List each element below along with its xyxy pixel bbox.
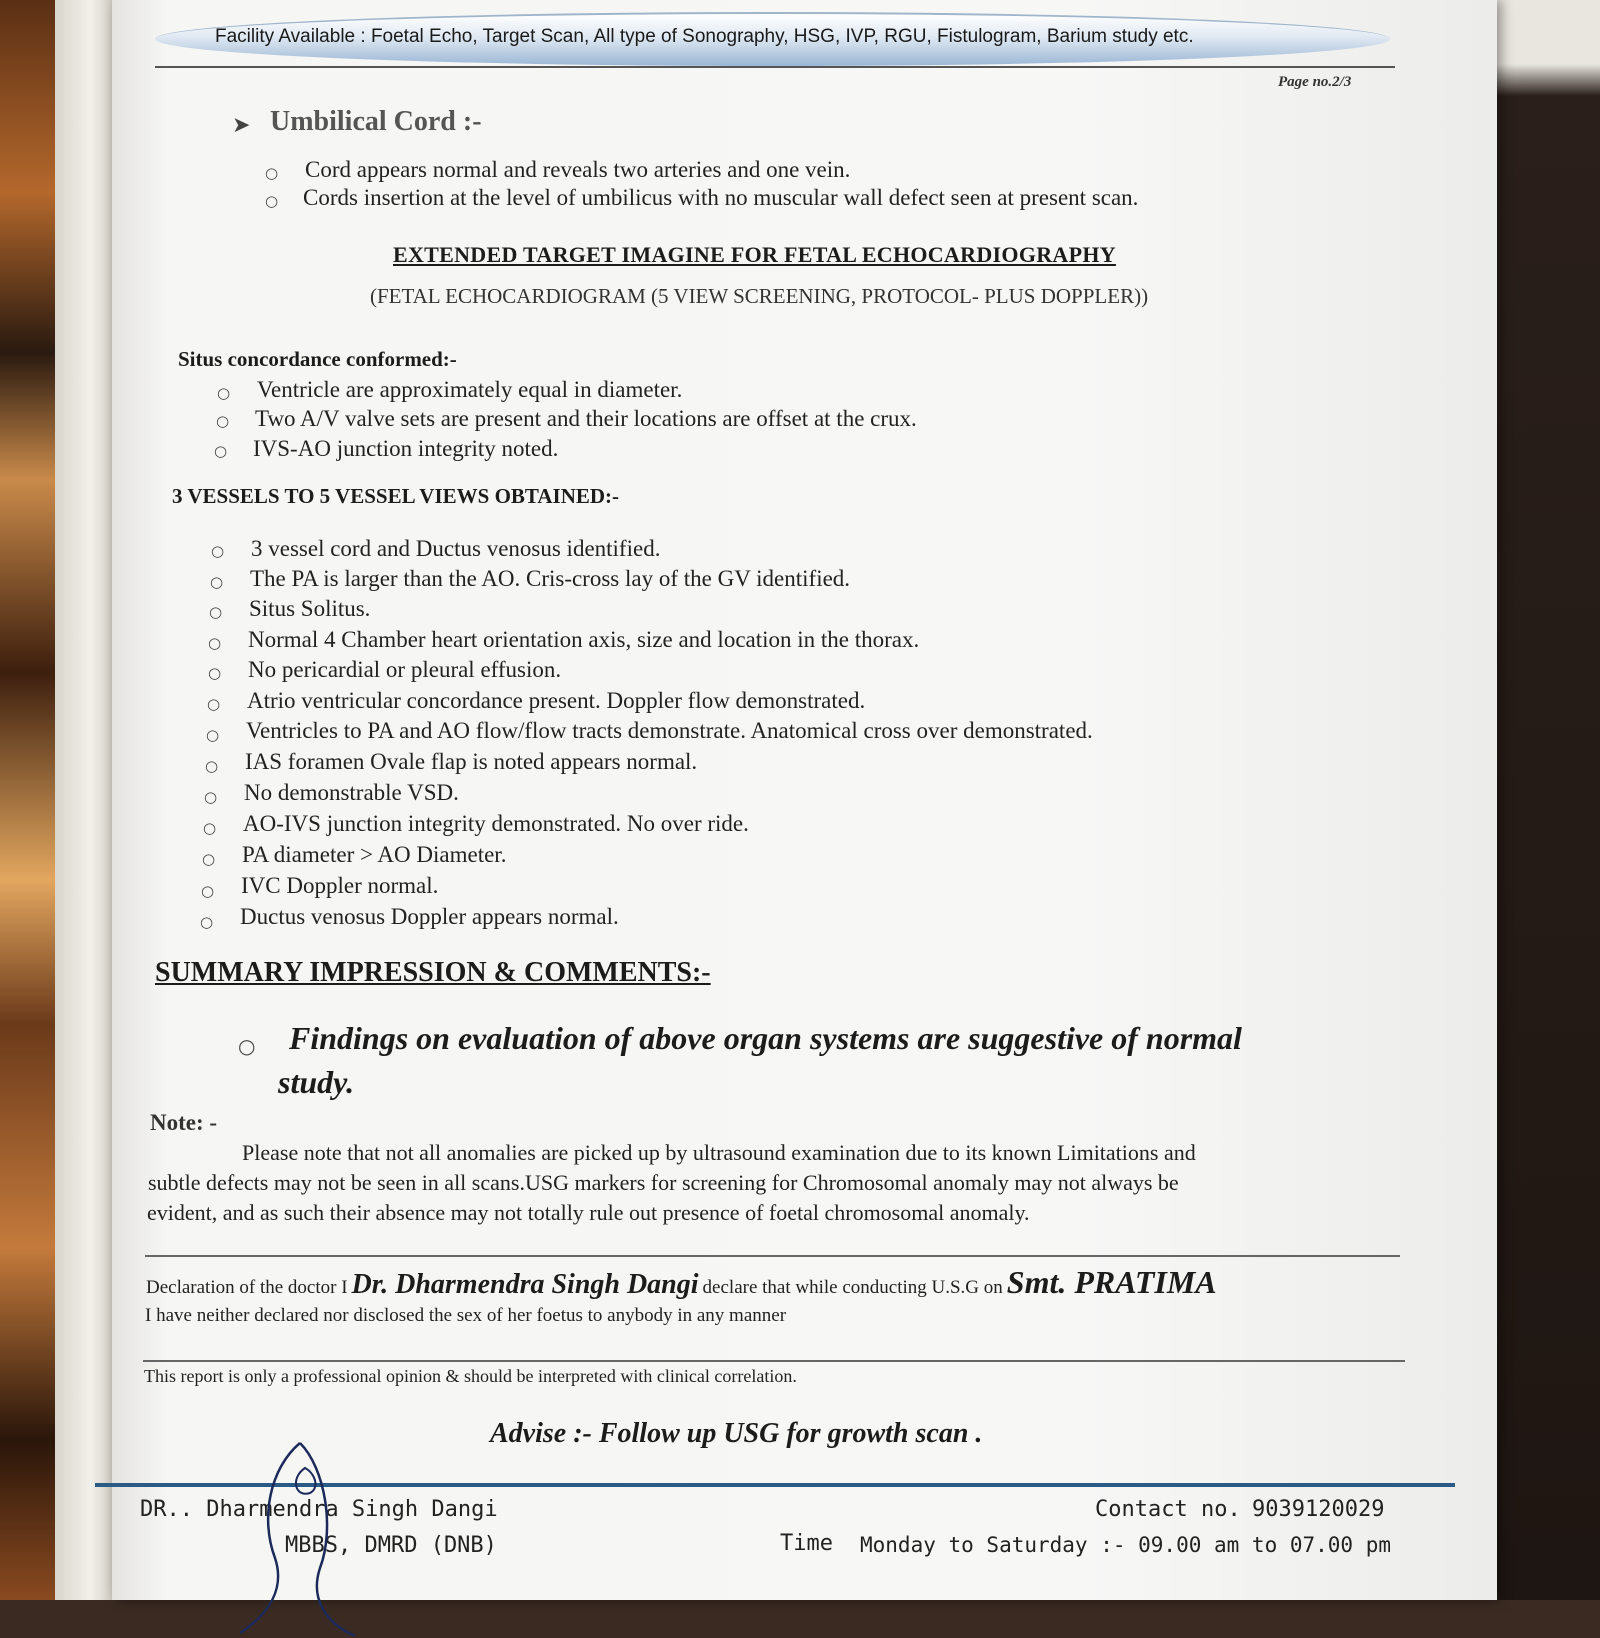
list-item: Ductus venosus Doppler appears normal. (240, 904, 619, 929)
circle-bullet-icon: ○ (216, 412, 230, 430)
declaration-prefix: Declaration of the doctor I (146, 1277, 348, 1298)
note-text: subtle defects may not be seen in all scans.USG markers for screening for Chromosomal anomaly may not always be (148, 1170, 1179, 1195)
circle-bullet-icon: ○ (265, 164, 279, 182)
background-board (55, 0, 115, 1600)
note-text: Please note that not all anomalies are picked up by ultrasound examination due to its known Limitations and (242, 1140, 1196, 1165)
list-item: IVC Doppler normal. (241, 873, 439, 898)
list-item: The PA is larger than the AO. Cris-cross lay of the GV identified. (250, 566, 851, 591)
contact-label: Contact no. (1095, 1497, 1241, 1522)
signature-stamp (230, 1438, 370, 1638)
circle-bullet-icon: ○ (211, 542, 225, 560)
list-item: Cord appears normal and reveals two arteries and one vein. (305, 157, 851, 182)
situs-heading: Situs concordance conformed:- (178, 347, 457, 371)
vessels-heading: 3 VESSELS TO 5 VESSEL VIEWS OBTAINED:- (172, 484, 620, 508)
list-item: No demonstrable VSD. (244, 780, 459, 805)
footer-qualifications: MBBS, DMRD (DNB) (285, 1533, 497, 1558)
header-rule (155, 66, 1395, 68)
time-value: Monday to Saturday :- 09.00 am to 07.00 pm (860, 1533, 1392, 1557)
circle-bullet-icon: ○ (205, 757, 219, 775)
circle-bullet-icon: ○ (209, 603, 223, 621)
declaration-line2: I have neither declared nor disclosed the sex of her foetus to anybody in any manner (145, 1305, 787, 1326)
circle-bullet-icon: ○ (217, 384, 231, 402)
list-item: Two A/V valve sets are present and their locations are offset at the crux. (255, 406, 917, 431)
impression-line: study. (278, 1064, 355, 1100)
list-item: Cords insertion at the level of umbilicus with no muscular wall defect seen at present scan. (303, 185, 1139, 210)
circle-bullet-icon: ○ (203, 819, 217, 837)
list-item: IAS foramen Ovale flap is noted appears normal. (245, 749, 698, 774)
circle-bullet-icon: ○ (201, 882, 215, 900)
contact-number: 9039120029 (1252, 1497, 1385, 1522)
list-item: Ventricle are approximately equal in diameter. (257, 377, 683, 402)
declaration-patient: Smt. PRATIMA (1006, 1264, 1217, 1300)
circle-bullet-icon: ○ (214, 442, 228, 460)
umbilical-heading: Umbilical Cord :- (270, 106, 482, 137)
list-item: No pericardial or pleural effusion. (248, 657, 562, 682)
circle-bullet-icon: ○ (204, 788, 218, 806)
circle-bullet-icon: ○ (210, 573, 224, 591)
list-item: Situs Solitus. (249, 596, 371, 621)
time-label: Time (780, 1531, 833, 1556)
divider (143, 1360, 1405, 1362)
circle-bullet-icon: ○ (238, 1034, 256, 1058)
list-item: AO-IVS junction integrity demonstrated. No over ride. (243, 811, 749, 836)
circle-bullet-icon: ○ (208, 634, 222, 652)
facility-text: Facility Available : Foetal Echo, Target Scan, All type of Sonography, HSG, IVP, RGU, Fistulogram, Barium study etc. (215, 26, 1194, 47)
echo-subtitle: (FETAL ECHOCARDIOGRAM (5 VIEW SCREENING, PROTOCOL- PLUS DOPPLER)) (370, 284, 1149, 308)
circle-bullet-icon: ○ (207, 695, 221, 713)
note-text: evident, and as such their absence may not totally rule out presence of foetal chromosomal anomaly. (147, 1200, 1030, 1225)
circle-bullet-icon: ○ (265, 192, 279, 210)
footer-doctor-name: DR.. Dharmendra Singh Dangi (140, 1497, 498, 1522)
divider (145, 1255, 1400, 1257)
circle-bullet-icon: ○ (208, 664, 222, 682)
circle-bullet-icon: ○ (202, 850, 216, 868)
advise-text: Advise :- Follow up USG for growth scan . (490, 1418, 983, 1449)
summary-heading: SUMMARY IMPRESSION & COMMENTS:- (155, 957, 711, 988)
list-item: Atrio ventricular concordance present. Doppler flow demonstrated. (247, 688, 866, 713)
impression-line: Findings on evaluation of above organ systems are suggestive of normal (289, 1020, 1242, 1056)
circle-bullet-icon: ○ (206, 726, 220, 744)
list-item: Ventricles to PA and AO flow/flow tracts demonstrate. Anatomical cross over demonstrated. (246, 718, 1093, 743)
echo-title: EXTENDED TARGET IMAGINE FOR FETAL ECHOCARDIOGRAPHY (393, 242, 1116, 267)
disclaimer: This report is only a professional opinion & should be interpreted with clinical correlation. (144, 1366, 797, 1386)
page-number: Page no.2/3 (1278, 74, 1352, 90)
declaration-line (146, 1264, 1217, 1301)
circle-bullet-icon: ○ (200, 913, 214, 931)
list-item: IVS-AO junction integrity noted. (253, 436, 559, 461)
arrowhead-icon: ➤ (232, 112, 251, 137)
declaration-doctor: Dr. Dharmendra Singh Dangi (351, 1269, 699, 1300)
list-item: Normal 4 Chamber heart orientation axis, size and location in the thorax. (248, 627, 920, 652)
list-item: PA diameter > AO Diameter. (242, 842, 507, 867)
list-item: 3 vessel cord and Ductus venosus identified. (251, 536, 661, 561)
note-label: Note: - (150, 1110, 218, 1135)
declaration-middle: declare that while conducting U.S.G on (702, 1277, 1003, 1298)
